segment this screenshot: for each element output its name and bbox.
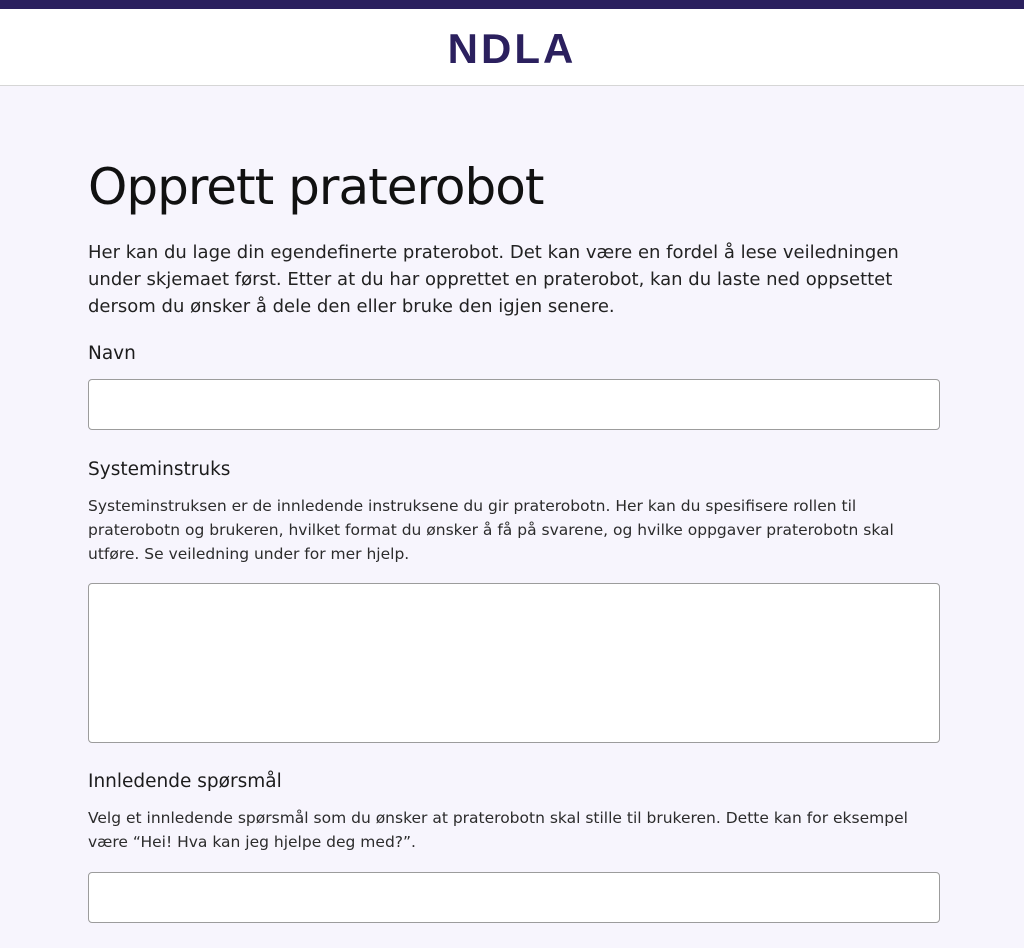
top-accent-stripe — [0, 0, 1024, 9]
system-instruction-help: Systeminstruksen er de innledende instruksene du gir praterobotn. Her kan du spesifisere rollen til praterobotn og brukeren, hvilket format du ønsker å få på svarene, og hvilke oppgaver praterobotn skal utføre. Se veiledning under for mer hjelp. — [88, 497, 894, 563]
name-label: Navn — [88, 343, 136, 364]
ndla-logo[interactable]: NDLA — [447, 25, 577, 72]
initial-question-help: Velg et innledende spørsmål som du ønsker at praterobotn skal stille til brukeren. Dette kan for eksempel være “Hei! Hva kan jeg hjelpe deg med?”. — [88, 809, 908, 851]
site-header — [0, 9, 1024, 86]
initial-question-input[interactable] — [88, 872, 940, 923]
initial-question-label: Innledende spørsmål — [88, 771, 282, 792]
name-input[interactable] — [88, 379, 940, 430]
page-title: Opprett praterobot — [88, 158, 544, 216]
system-instruction-label: Systeminstruks — [88, 459, 231, 480]
intro-text: Her kan du lage din egendefinerte praterobot. Det kan være en fordel å lese veiledningen under skjemaet først. Etter at du har opprettet en praterobot, kan du laste ned oppsettet dersom du ønsker å dele den eller bruke den igjen senere. — [88, 242, 899, 317]
system-instruction-textarea[interactable] — [88, 583, 940, 743]
